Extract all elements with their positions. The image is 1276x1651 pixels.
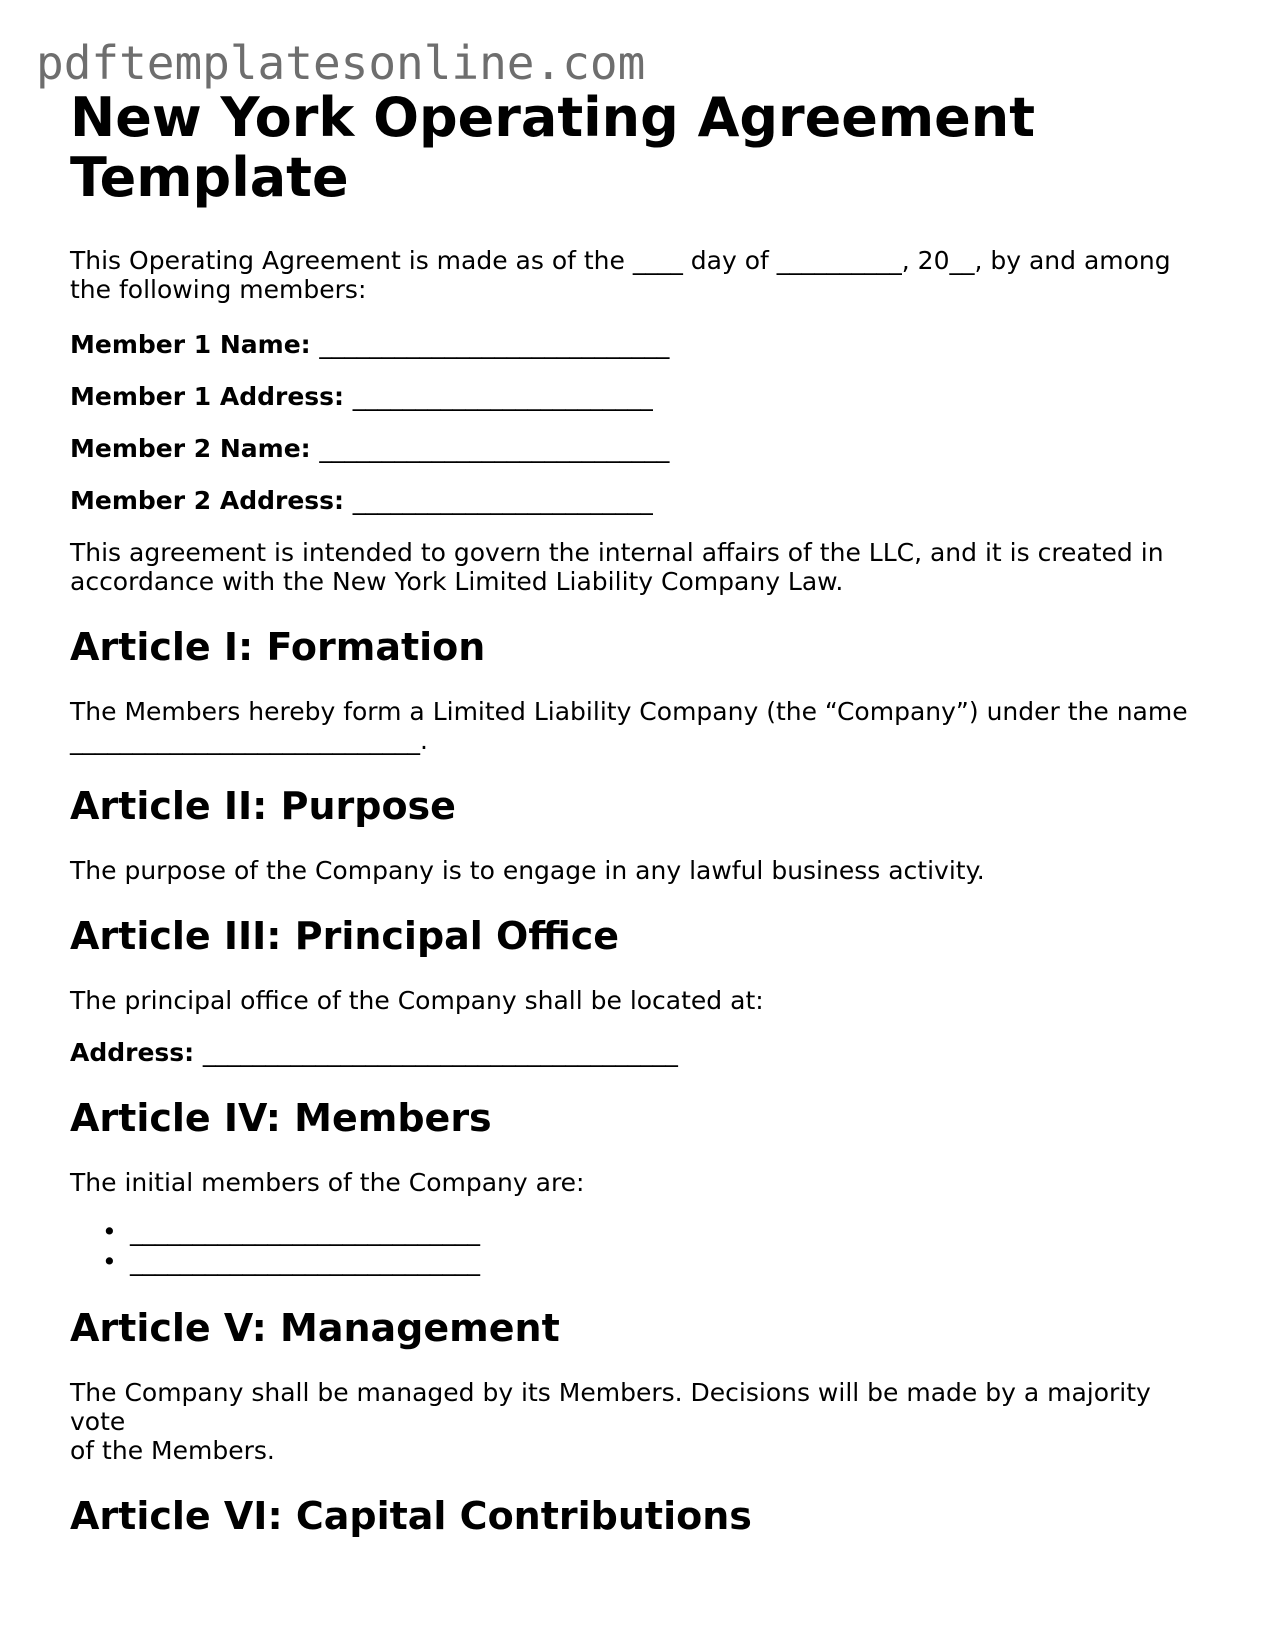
title-line-2: Template (70, 146, 349, 209)
fill-in-blank[interactable]: ____________________________ (130, 1217, 480, 1246)
article-5-line-2: of the Members. (70, 1436, 275, 1465)
governance-line-1: This agreement is intended to govern the internal affairs of the LLC, and it is created in (70, 538, 1164, 567)
fill-in-blank[interactable]: ________________________ (352, 382, 653, 411)
list-item (102, 1217, 1210, 1247)
watermark: pdftemplatesonline.com (36, 36, 646, 90)
article-5-text (70, 1378, 1210, 1465)
article-6-heading: Article VI: Capital Contributions (70, 1494, 752, 1538)
member-2-address-field (70, 486, 1210, 515)
article-3-heading: Article III: Principal Office (70, 914, 620, 958)
member-1-address-field (70, 382, 1210, 411)
company-name-blank[interactable]: ____________________________. (70, 726, 428, 755)
article-5-line-1: The Company shall be managed by its Members. Decisions will be made by a majority vote (70, 1378, 1151, 1436)
article-5-heading: Article V: Management (70, 1306, 560, 1350)
article-3-text: The principal office of the Company shall be located at: (70, 986, 764, 1015)
page-title (70, 88, 1210, 208)
document-page (70, 88, 1210, 1539)
member-2-name-field (70, 434, 1210, 463)
intro-line-2: the following members: (70, 275, 367, 304)
field-label: Member 1 Address: (70, 382, 345, 411)
field-label: Member 1 Name: (70, 330, 311, 359)
article-2-text: The purpose of the Company is to engage in any lawful business activity. (70, 856, 985, 885)
fill-in-blank[interactable]: ____________________________ (319, 434, 670, 463)
intro-line-1: This Operating Agreement is made as of the ____ day of __________, 20__, by and among (70, 246, 1171, 275)
member-1-name-field (70, 330, 1210, 359)
article-2-heading: Article II: Purpose (70, 784, 456, 828)
field-label: Address: (70, 1038, 195, 1067)
bullet-icon: • (102, 1217, 117, 1246)
article-1-text (70, 697, 1210, 755)
governance-line-2: accordance with the New York Limited Liability Company Law. (70, 567, 844, 596)
article-4-text: The initial members of the Company are: (70, 1168, 585, 1197)
fill-in-blank[interactable]: ________________________ (352, 486, 653, 515)
fill-in-blank[interactable]: ____________________________ (319, 330, 670, 359)
article-1-heading: Article I: Formation (70, 625, 486, 669)
fill-in-blank[interactable]: ______________________________________ (202, 1038, 678, 1067)
initial-members-list (70, 1217, 1210, 1277)
title-line-1: New York Operating Agreement (70, 86, 1036, 149)
field-label: Member 2 Name: (70, 434, 311, 463)
intro-paragraph (70, 246, 1210, 304)
bullet-icon: • (102, 1247, 117, 1276)
fill-in-blank[interactable]: ____________________________ (130, 1247, 480, 1276)
article-1-line-1: The Members hereby form a Limited Liability Company (the “Company”) under the name (70, 697, 1188, 726)
office-address-field (70, 1038, 1210, 1067)
field-label: Member 2 Address: (70, 486, 345, 515)
list-item (102, 1247, 1210, 1277)
governance-paragraph (70, 538, 1210, 596)
article-4-heading: Article IV: Members (70, 1096, 492, 1140)
